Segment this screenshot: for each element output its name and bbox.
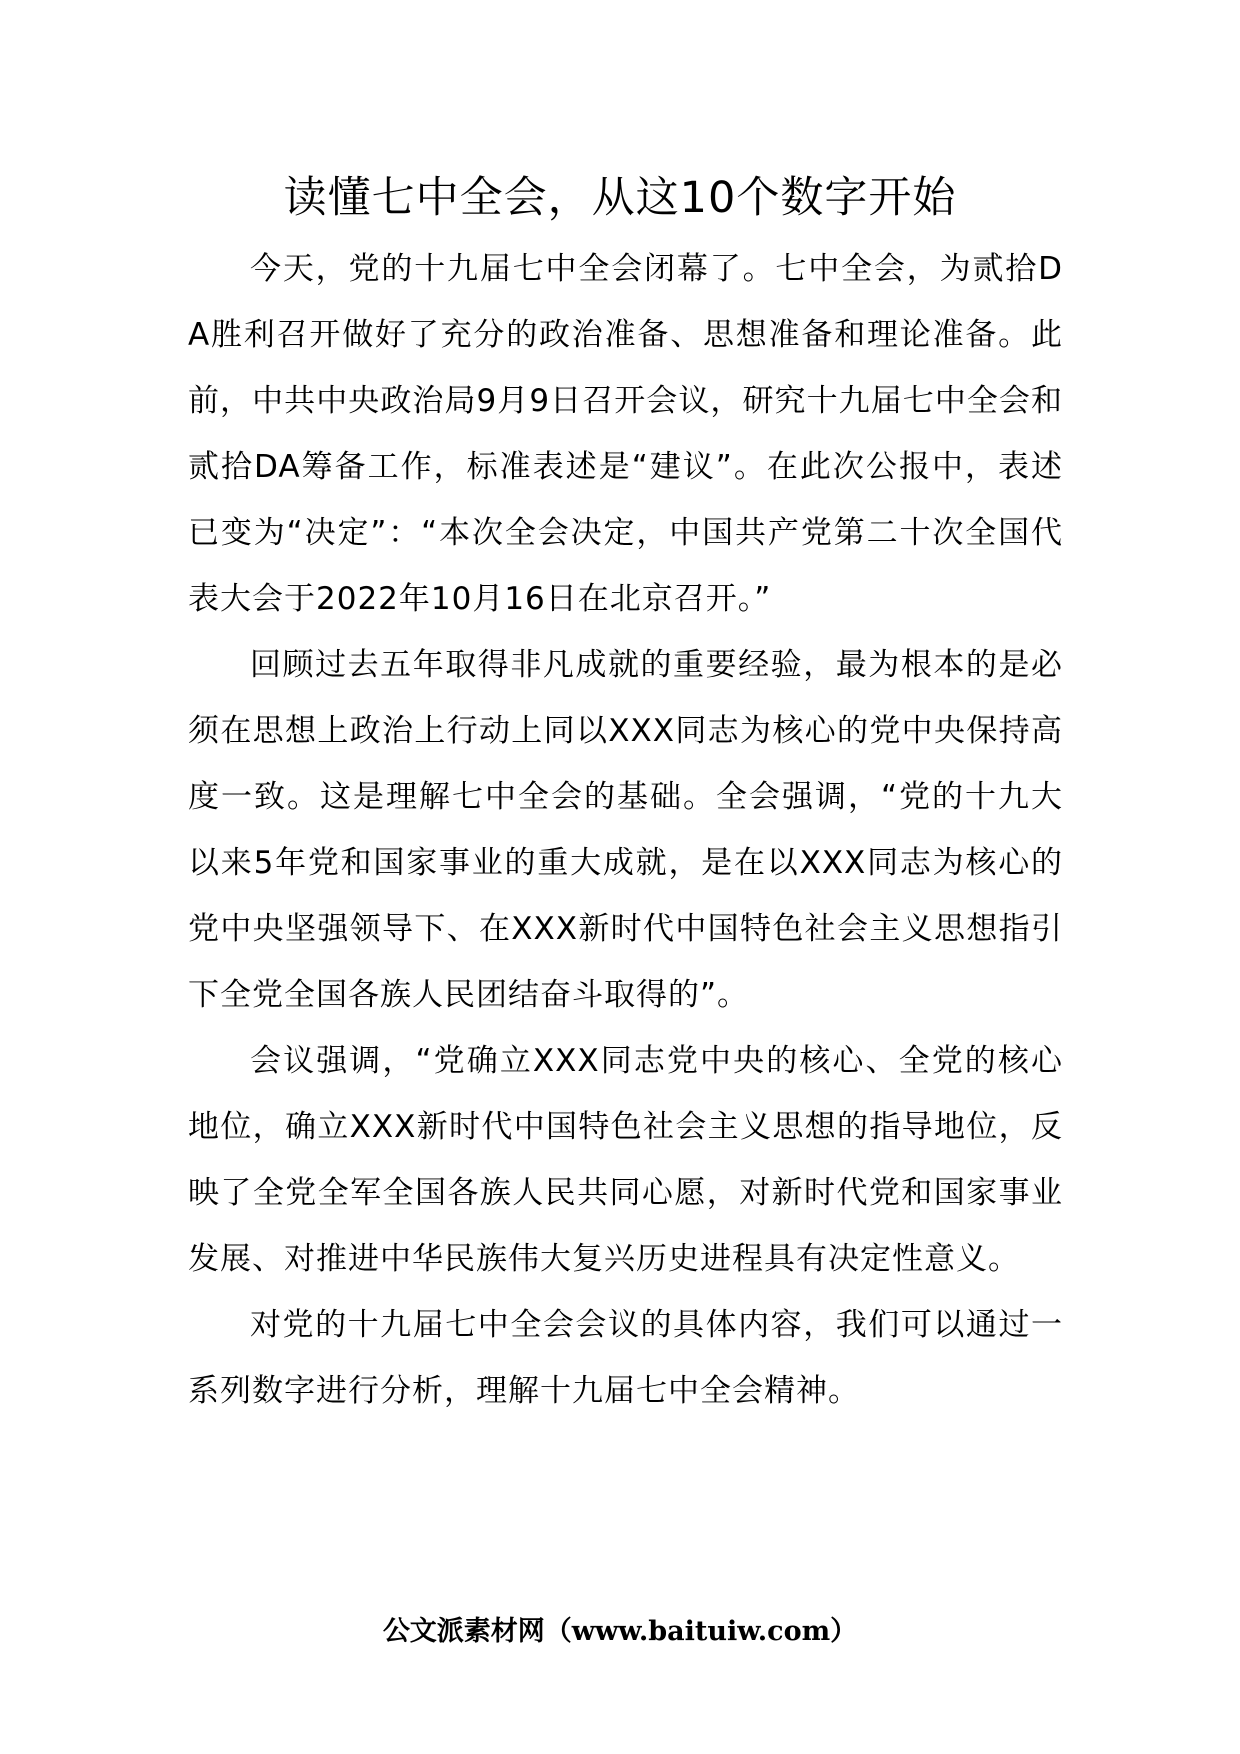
paragraph-1: 今天，党的十九届七中全会闭幕了。七中全会，为贰拾DA胜利召开做好了充分的政治准备、思想准备和理论准备。此前，中共中央政治局9月9日召开会议，研究十九届七中全会和贰拾DA筹备工作，标准表述是“建议”。在此次公报中，表述已变为“决定”：“本次全会决定，中国共产党第二十次全国代表大会于2022年10月16日在北京召开。” xyxy=(188,251,1063,617)
document-body xyxy=(188,236,1063,1424)
document-title: 读懂七中全会，从这10个数字开始 xyxy=(283,173,957,223)
paragraph-3: 会议强调，“党确立XXX同志党中央的核心、全党的核心地位，确立XXX新时代中国特色社会主义思想的指导地位，反映了全党全军全国各族人民共同心愿，对新时代党和国家事业发展、对推进中华民族伟大复兴历史进程具有决定性意义。 xyxy=(188,1043,1063,1277)
paragraph-2: 回顾过去五年取得非凡成就的重要经验，最为根本的是必须在思想上政治上行动上同以XXX同志为核心的党中央保持高度一致。这是理解七中全会的基础。全会强调，“党的十九大以来5年党和国家事业的重大成就，是在以XXX同志为核心的党中央坚强领导下、在XXX新时代中国特色社会主义思想指引下全党全国各族人民团结奋斗取得的”。 xyxy=(188,647,1063,1013)
footer-source: 公文派素材网（www.baituiw.com） xyxy=(382,1616,858,1647)
paragraph-4: 对党的十九届七中全会会议的具体内容，我们可以通过一系列数字进行分析，理解十九届七中全会精神。 xyxy=(188,1307,1063,1409)
